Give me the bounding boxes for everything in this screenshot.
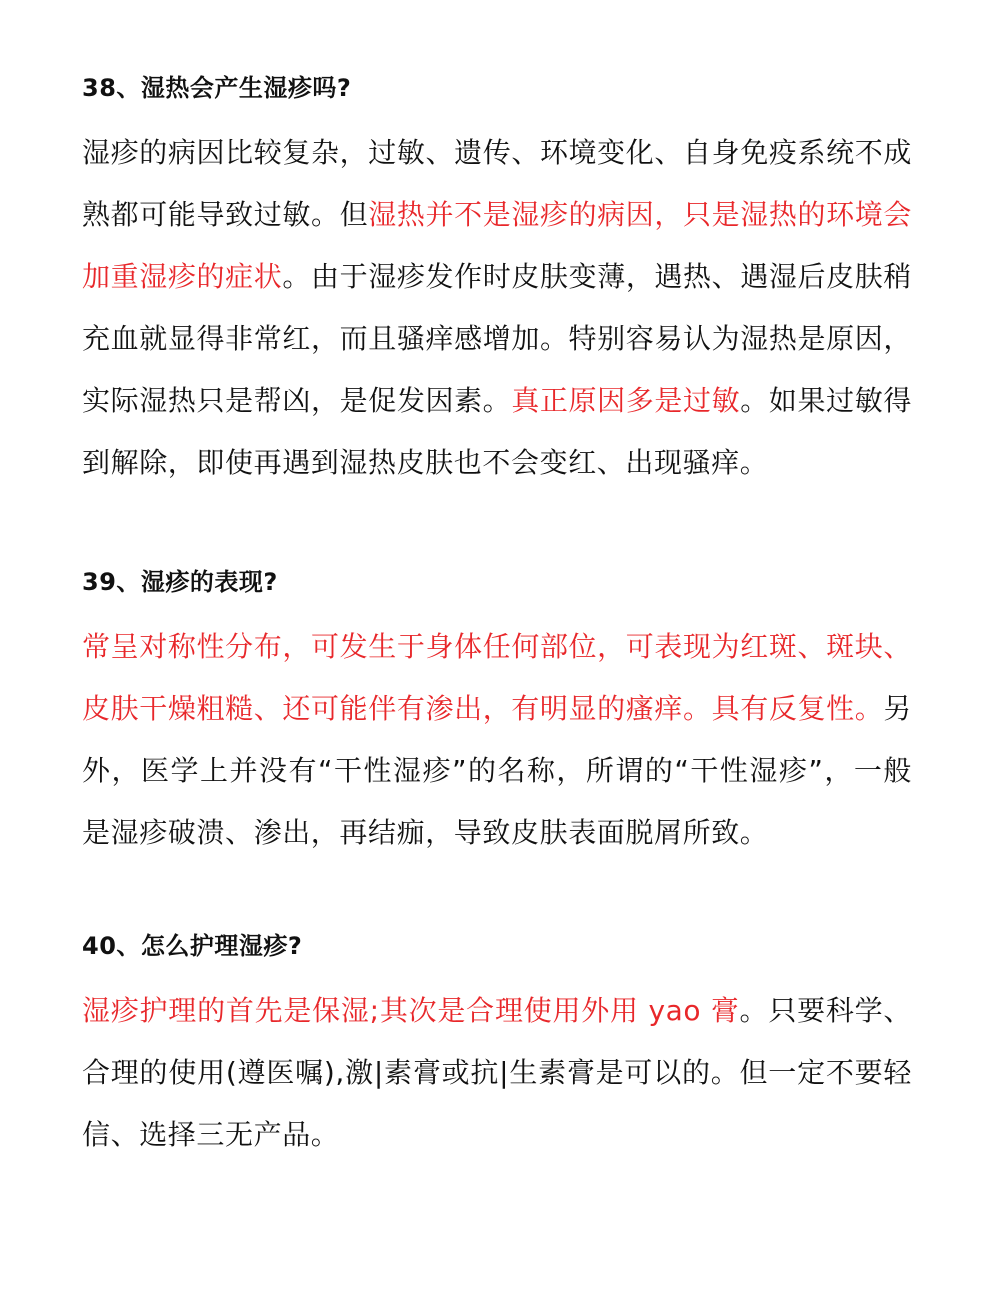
section-38: [82, 68, 912, 494]
highlight-segment: 常呈对称性分布，可发生于身体任何部位，可表现为红斑、斑块、皮肤干燥粗糙、还可能伴有渗出，有明显的瘙痒。具有反复性。: [82, 630, 912, 725]
text-segment: 。只要科学、合理的使用(遵医嘱),激|素膏或抗|生素膏是可以的。但一定不要轻信、选择三无产品。: [82, 994, 912, 1151]
section-39: [82, 562, 912, 864]
text-segment: 另外，医学上并没有“干性湿疹”的名称，所谓的“干性湿疹”，一般是湿疹破溃、渗出，再结痂，导致皮肤表面脱屑所致。: [82, 692, 912, 849]
section-heading: 40、怎么护理湿疹?: [82, 932, 303, 960]
highlight-segment: 湿热并不是湿疹的病因，只是湿热的环境会加重湿疹的症状: [82, 198, 912, 293]
highlight-segment: 湿疹护理的首先是保湿;其次是合理使用外用 yao 膏: [82, 994, 740, 1027]
section-40: [82, 926, 912, 1166]
text-segment: 。由于湿疹发作时皮肤变薄，遇热、遇湿后皮肤稍充血就显得非常红，而且骚痒感增加。特别容易认为湿热是原因，实际湿热只是帮凶，是促发因素。: [82, 260, 913, 417]
section-heading: 38、湿热会产生湿疹吗?: [82, 74, 352, 102]
section-paragraph: [82, 616, 912, 864]
section-paragraph: [82, 980, 912, 1166]
text-segment: 湿疹的病因比较复杂，过敏、遗传、环境变化、自身免疫系统不成熟都可能导致过敏。但: [82, 136, 912, 231]
section-heading: 39、湿疹的表现?: [82, 568, 278, 596]
text-segment: 。如果过敏得到解除，即使再遇到湿热皮肤也不会变红、出现骚痒。: [82, 384, 912, 479]
highlight-segment: 真正原因多是过敏: [511, 384, 741, 417]
section-paragraph: [82, 122, 912, 494]
